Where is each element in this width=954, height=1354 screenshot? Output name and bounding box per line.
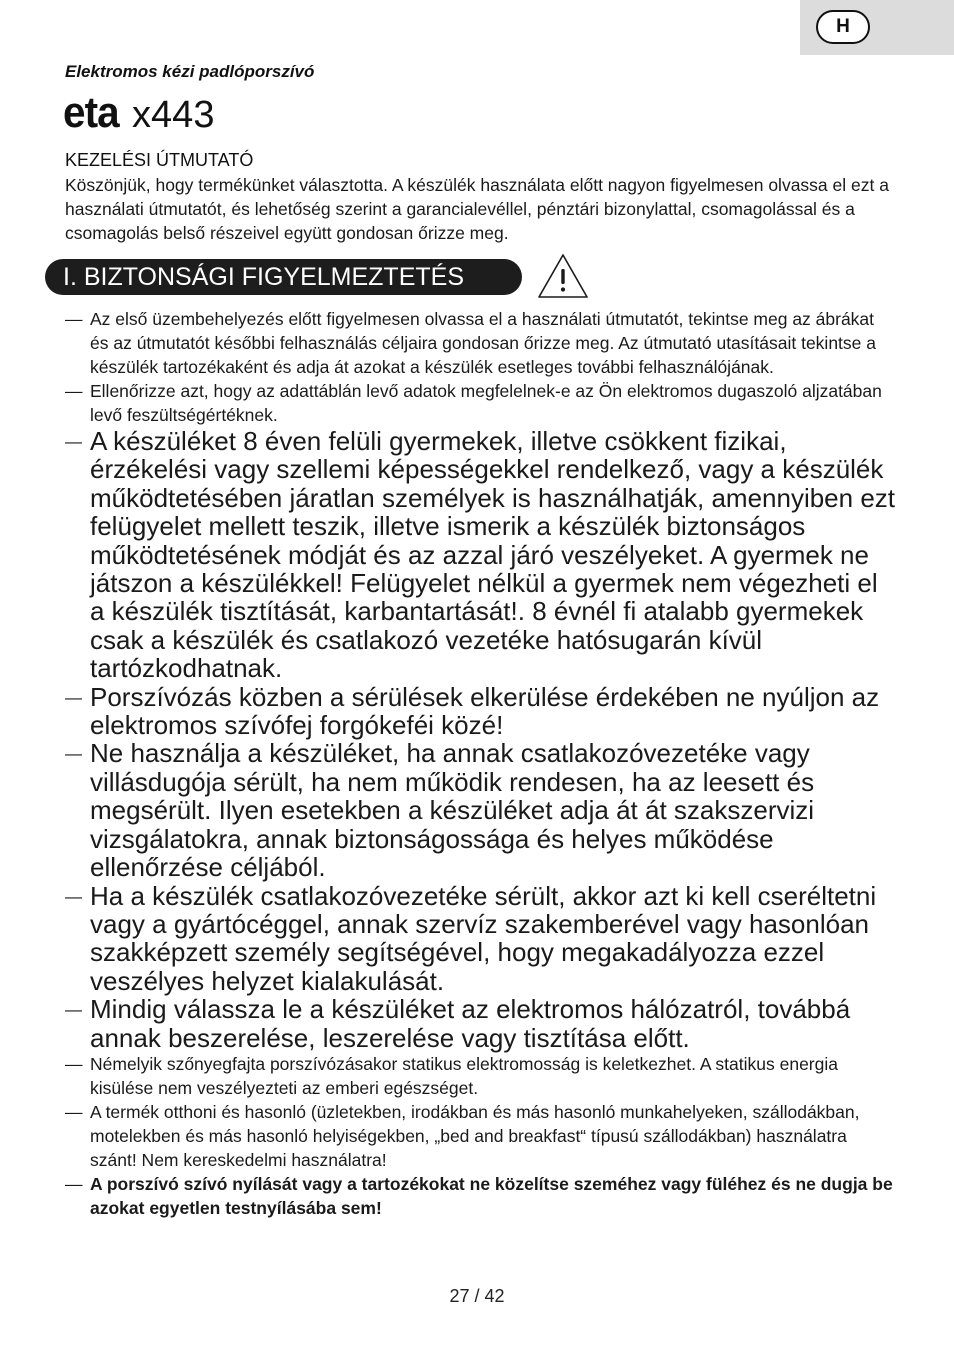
list-item [65,882,895,996]
bullet-dash: — [65,432,82,451]
list-item [65,427,895,683]
page-number: 27 / 42 [449,1286,505,1306]
language-tab [800,0,954,55]
bullet-dash: — [65,1101,83,1122]
brand-heading [63,88,214,138]
bullet-dash: — [65,687,82,707]
bullet-dash: — [65,1000,82,1020]
bullet-dash: — [65,381,83,401]
brand-logo: eta [63,88,119,137]
list-item-text: Ellenőrizze azt, hogy az adattáblán levő adatok megfelelnek-e az Ön elektromos dugaszoló aljzatában levő feszültségértéknek. [90,381,882,425]
model-number: x443 [132,94,215,136]
bullet-dash: — [65,744,82,764]
bullet-dash: — [65,309,83,329]
list-item [65,1100,895,1172]
list-item-text: Némelyik szőnyegfajta porszívózásakor statikus elektromosság is keletkezhet. A statikus energia kisülése nem veszélyezteti az emberi egészséget. [90,1053,838,1098]
list-item [65,1172,895,1220]
safety-warning-list [65,307,895,1220]
list-item [65,739,895,881]
list-item [65,683,895,740]
bullet-dash: — [65,1053,83,1074]
manual-title: KEZELÉSI ÚTMUTATÓ [65,150,254,170]
list-item-text: Az első üzembehelyezés előtt figyelmesen olvassa el a használati útmutatót, tekintse meg az ábrákat és az útmutatót későbbi felhasználás céljaira gondosan őrizze meg. Az útmutató utasításait tekintse a készülék tartozékaként és adja át azokat a készülék esetleges további felhasználójának. [90,309,876,377]
list-item-text: A készüléket 8 éven felüli gyermekek, illetve csökkent fizikai, érzékelési vagy szellemi képességekkel rendelkező, vagy a készülék működtetésében járatlan személyek is használhatják, amennyiben ezt felügyelet mellett teszik, illetve ismerik a készülék biztonságos működtetésének módját és az azzal járó veszélyeket. A gyermek ne játszon a készülékkel! Felügyelet nélkül a gyermek nem végezheti el a készülék tisztítását, karbantartását!. 8 évnél fi atalabb gyermekek csak a készülék és csatlakozó vezetéke hatósugarán kívül tartózkodhatnak. [90,426,896,684]
list-item-text: Mindig válassza le a készüléket az elektromos hálózatról, továbbá annak beszerelése, leszerelése vagy tisztítása előtt. [90,994,851,1053]
list-item [65,307,895,379]
list-item-text: Porszívózás közben a sérülések elkerülése érdekében ne nyúljon az elektromos szívófej forgókeféi közé! [90,681,880,741]
list-item-text: A porszívó szívó nyílását vagy a tartozékokat ne közelítse szeméhez vagy füléhez és ne dugja be azokat egyetlen testnyílásába sem! [90,1173,893,1218]
list-item [65,995,895,1052]
bullet-dash: — [65,1173,83,1194]
list-item [65,379,895,427]
bullet-dash: — [65,886,82,906]
intro-paragraph: Köszönjük, hogy termékünket választotta. A készülék használata előtt nagyon figyelmesen olvassa el ezt a használati útmutatót, és lehetőség szerint a garancialevéllel, pénztári bizonylattal, csomagolással és a csomagolás belső részeivel együtt gondosan őrizze meg. [65,175,889,243]
section-heading: I. BIZTONSÁGI FIGYELMEZTETÉS [45,259,522,295]
list-item-text: Ne használja a készüléket, ha annak csatlakozóvezetéke vagy villásdugója sérült, ha nem működik rendesen, ha az leesett és megsérült. Ilyen esetekben a készüléket adja át át szakszervizi vizsgálatokra, annak biztonságossága és helyes működése ellenőrzése céljából. [90,738,815,883]
list-item [65,1052,895,1100]
product-name: Elektromos kézi padlóporszívó [65,62,315,81]
warning-triangle-icon [537,253,589,299]
language-badge: H [816,10,870,44]
list-item-text: A termék otthoni és hasonló (üzletekben, irodákban és más hasonló munkahelyeken, szállodákban, motelekben és más hasonló helyiségekben, „bed and breakfast“ típusú szállodákban) használatra szánt! Nem kereskedelmi használatra! [90,1101,860,1170]
list-item-text: Ha a készülék csatlakozóvezetéke sérült, akkor azt ki kell cseréltetni vagy a gyártócéggel, annak szervíz szakemberével vagy hasonlóan szakképzett személy segítségével, hogy megakadályozza ezzel veszélyes helyzet kialakulását. [90,880,877,996]
